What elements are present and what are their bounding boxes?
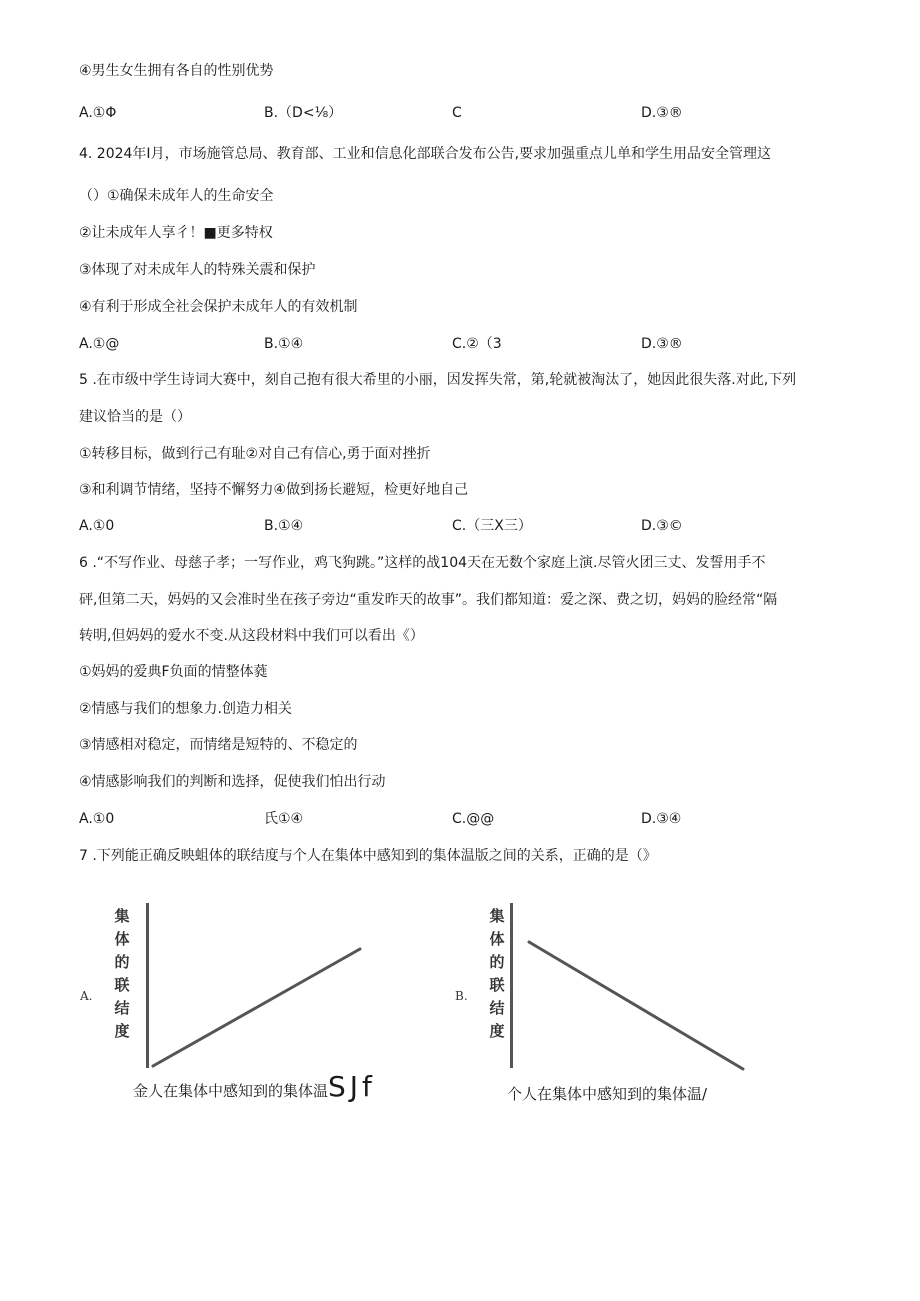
graph-a-letter: A. bbox=[80, 989, 93, 1003]
q5-item-1: ①转移目标，做到行己有耻②对自己有信心,勇于面对挫折 bbox=[79, 446, 431, 462]
q6-options bbox=[79, 809, 839, 829]
q6-option-d[interactable]: D.③④ bbox=[641, 811, 682, 827]
graph-b-letter: B. bbox=[455, 989, 468, 1003]
q3-option-b[interactable]: B.（D<⅛） bbox=[264, 105, 343, 121]
q4-option-c[interactable]: C.②（3 bbox=[452, 336, 502, 352]
q4-item-2: ②让未成年人享彳！■更多特权 bbox=[79, 225, 273, 241]
graph-b-ylabel bbox=[486, 905, 508, 1043]
q6-item-2: ②情感与我们的想象力.创造力相关 bbox=[79, 701, 293, 717]
q5-stem-line-1: 5 .在市级中学生诗词大赛中，刻自己抱有很大希里的小丽，因发挥失常，第,轮就被淘汰了，她因此很失落.对此,下列 bbox=[79, 372, 797, 388]
q5-stem-line-2: 建议恰当的是（） bbox=[79, 409, 191, 425]
q6-item-3: ③情感相对稳定，而情绪是短特的、不稳定的 bbox=[79, 737, 358, 753]
graph-b-plot bbox=[525, 938, 747, 1073]
q6-stem-line-1: 6 .“不写作业、母慈子孝；一写作业，鸡飞狗跳。”这样的战104天在无数个家庭上演.尽管火团三丈、发誓用手不 bbox=[79, 555, 766, 571]
q6-stem-line-3: 转明,但妈妈的爱水不变.从这段材料中我们可以看出《） bbox=[79, 628, 424, 644]
graph-a-ylabel-char: 的 bbox=[114, 953, 130, 971]
graph-a-ylabel-char: 联 bbox=[114, 976, 130, 994]
graph-a-ylabel-char: 体 bbox=[114, 930, 130, 948]
q6-item-1: ①妈妈的爱典F负面的情整体蕤 bbox=[79, 664, 268, 680]
q5-option-a[interactable]: A.①0 bbox=[79, 518, 115, 534]
q4-item-3: ③体现了对未成年人的特殊关震和保护 bbox=[79, 262, 316, 278]
q5-option-d[interactable]: D.③© bbox=[641, 518, 683, 534]
q5-option-b[interactable]: B.①④ bbox=[264, 518, 304, 534]
graph-a-xlabel-tail: SJf bbox=[328, 1070, 376, 1103]
graph-a-xlabel bbox=[133, 1070, 376, 1103]
graph-a-ylabel bbox=[111, 905, 133, 1043]
q6-item-4: ④情感影响我们的判断和选择，促使我们怕出行动 bbox=[79, 774, 386, 790]
q4-item-4: ④有利于形成全社会保护未成年人的有效机制 bbox=[79, 299, 358, 315]
q4-item-1: （）①确保未成年人的生命安全 bbox=[79, 188, 274, 204]
graph-b-ylabel-char: 结 bbox=[489, 999, 505, 1017]
graph-b-xlabel: 个人在集体中感知到的集体温/ bbox=[507, 1085, 708, 1103]
q7-stem: 7 .下列能正确反映蛆体的联结度与个人在集体中感知到的集体温版之间的关系，正确的是（》 bbox=[79, 848, 657, 864]
q5-item-2: ③和利调节情绪，坚持不懈努力④做到扬长避短，检更好地自己 bbox=[79, 482, 469, 498]
q3-option-d[interactable]: D.③® bbox=[641, 105, 683, 121]
q4-stem: 4. 2024年Ⅰ月，市场施管总局、教育部、工业和信息化部联合发布公告,要求加强重点儿单和学生用品安全管理这 bbox=[79, 146, 772, 162]
graph-b-y-axis bbox=[510, 903, 513, 1068]
q6-option-a[interactable]: A.①0 bbox=[79, 811, 115, 827]
q4-option-d[interactable]: D.③® bbox=[641, 336, 683, 352]
q4-options bbox=[79, 334, 839, 354]
graph-a-xlabel-text: 金人在集体中感知到的集体温 bbox=[133, 1082, 329, 1100]
q3-item-4: ④男生女生拥有各自的性别优势 bbox=[79, 63, 274, 79]
graph-a-ylabel-char: 结 bbox=[114, 999, 130, 1017]
q5-option-c[interactable]: C.（三X三） bbox=[452, 518, 532, 534]
trend-line-b bbox=[529, 942, 743, 1069]
graph-b-ylabel-char: 联 bbox=[489, 976, 505, 994]
trend-line-a bbox=[153, 949, 360, 1066]
q6-stem-line-2: 砰,但第二天，妈妈的又会准时坐在孩子旁边“重发昨天的故事”。我们都知道：爱之深、费之切，妈妈的脸经常“隔 bbox=[79, 592, 778, 608]
graph-a-ylabel-char: 集 bbox=[114, 907, 130, 925]
graph-b-ylabel-char: 集 bbox=[489, 907, 505, 925]
q3-option-c[interactable]: C bbox=[452, 105, 462, 121]
q3-options bbox=[79, 103, 839, 123]
q3-option-a[interactable]: A.①Φ bbox=[79, 105, 117, 121]
q4-option-a[interactable]: A.①@ bbox=[79, 336, 120, 352]
q5-options bbox=[79, 516, 839, 536]
graph-b-ylabel-char: 体 bbox=[489, 930, 505, 948]
graph-b-ylabel-char: 度 bbox=[489, 1022, 505, 1040]
graph-a-ylabel-char: 度 bbox=[114, 1022, 130, 1040]
q6-option-b[interactable]: 氏①④ bbox=[264, 811, 304, 827]
q4-option-b[interactable]: B.①④ bbox=[264, 336, 304, 352]
q6-option-c[interactable]: C.@@ bbox=[452, 811, 495, 827]
graph-b-ylabel-char: 的 bbox=[489, 953, 505, 971]
graph-a-plot bbox=[149, 945, 364, 1070]
